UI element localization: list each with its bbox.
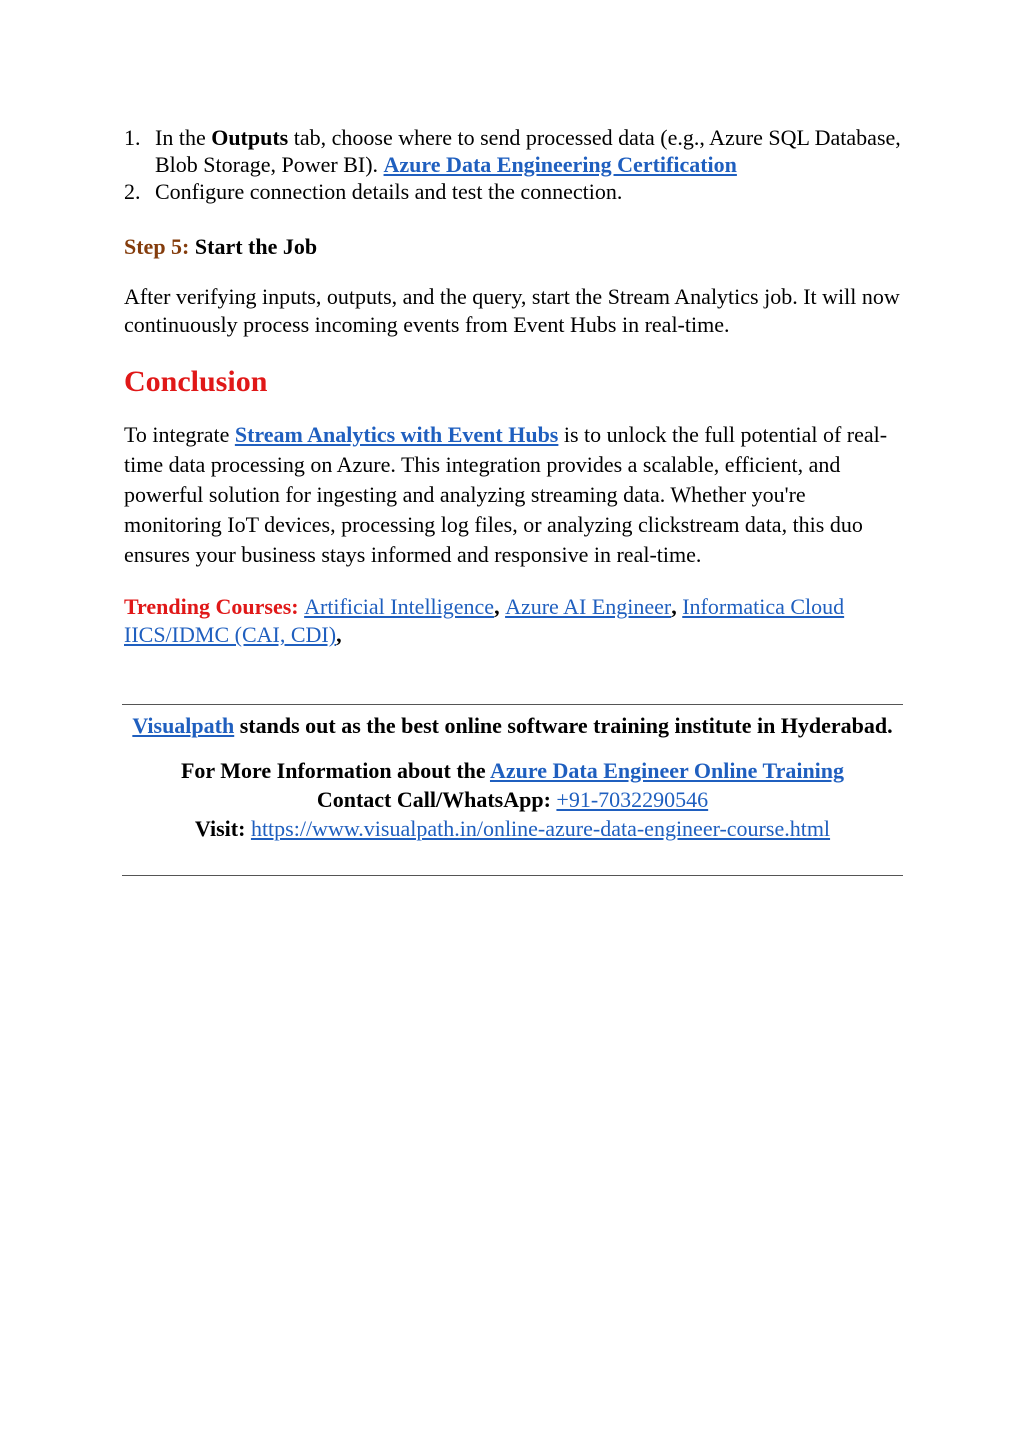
course-link-ai[interactable]: Artificial Intelligence xyxy=(304,594,495,619)
list-number: 1. xyxy=(124,125,141,150)
visualpath-link[interactable]: Visualpath xyxy=(132,713,235,738)
list-text: In the xyxy=(155,125,212,150)
steps-list xyxy=(124,124,904,205)
course-separator: , xyxy=(494,594,506,619)
list-item xyxy=(124,124,904,178)
step-paragraph: After verifying inputs, outputs, and the query, start the Stream Analytics job. It will now continuously process incoming events from Event Hubs in real-time. xyxy=(124,284,900,337)
course-link-informatica[interactable]: Informatica Cloud IICS/IDMC (CAI, CDI) xyxy=(124,594,845,647)
azure-training-link[interactable]: Azure Data Engineer Online Training xyxy=(489,758,845,783)
phone-link[interactable]: +91-7032290546 xyxy=(556,787,709,812)
step-heading xyxy=(124,232,904,262)
footer-box xyxy=(122,704,903,876)
trailing-comma: , xyxy=(336,622,342,647)
course-link-azure-ai[interactable]: Azure AI Engineer xyxy=(505,594,672,619)
conclusion-text: is to unlock the full potential of real-time data processing on Azure. This integration provides a scalable, efficient, and powerful solution for ingesting and analyzing streaming data. Whether you're monitoring IoT devices, processing log files, or analyzing clickstream data, this duo ensures your business stays informed and responsive in real-time. xyxy=(124,422,888,567)
conclusion-text: To integrate xyxy=(124,422,235,447)
list-text: Configure connection details and test the connection. xyxy=(155,179,623,204)
course-separator: , xyxy=(671,594,683,619)
footer-visit-line xyxy=(122,814,903,843)
stream-analytics-link[interactable]: Stream Analytics with Event Hubs xyxy=(234,422,559,447)
step-label: Step 5: xyxy=(124,234,190,259)
footer-contact-line xyxy=(122,785,903,814)
visit-label: Visit: xyxy=(194,816,251,841)
list-item xyxy=(124,178,904,205)
trending-label: Trending Courses xyxy=(124,594,292,619)
contact-label: Contact Call/WhatsApp: xyxy=(316,787,557,812)
info-text: For More Information about the xyxy=(180,758,490,783)
footer-brand-line xyxy=(122,711,903,740)
list-text: tab, choose where to send processed data (e.g., Azure SQL Database, Blob Storage, Power BI). xyxy=(155,125,901,177)
document-content xyxy=(124,124,904,649)
trending-colon: : xyxy=(291,594,305,619)
brand-text: stands out as the best online software training institute in Hyderabad. xyxy=(234,713,893,738)
list-number: 2. xyxy=(124,179,141,204)
outputs-bold-text: Outputs xyxy=(211,125,289,150)
visit-url-link[interactable]: https://www.visualpath.in/online-azure-data-engineer-course.html xyxy=(250,816,831,841)
step-title: Start the Job xyxy=(189,234,318,259)
conclusion-heading: Conclusion xyxy=(124,365,268,398)
footer-info-line xyxy=(122,756,903,785)
conclusion-paragraph xyxy=(124,420,904,570)
azure-certification-link[interactable]: Azure Data Engineering Certification xyxy=(383,152,737,177)
trending-courses xyxy=(124,593,904,649)
